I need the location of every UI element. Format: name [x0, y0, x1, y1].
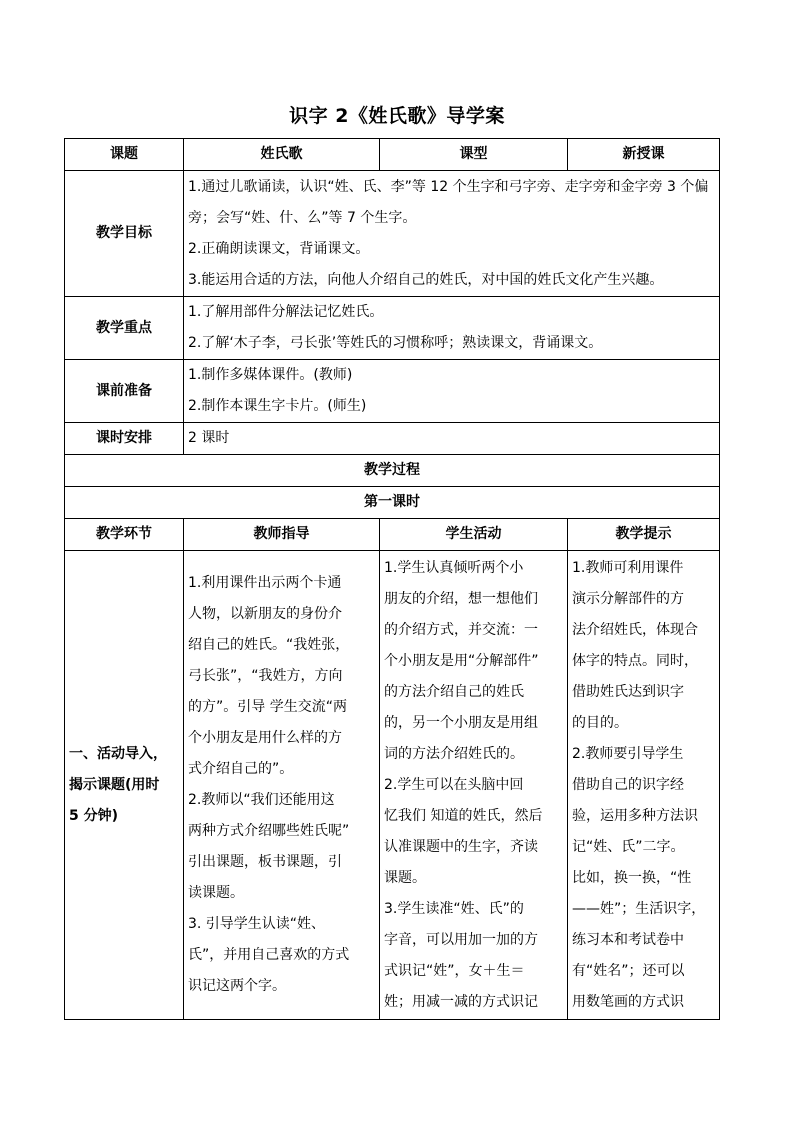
student-line: 个小朋友是用“分解部件” [384, 652, 539, 669]
student-activity [380, 551, 568, 1020]
stage-line: 5 分钟) [69, 807, 119, 824]
tips-line: 法介绍姓氏，体现合 [572, 621, 698, 638]
key-point-item: 1.了解用部件分解法记忆姓氏。 [188, 304, 384, 320]
stage-line: 一、活动导入， [69, 745, 167, 762]
student-line: 3.学生读准“姓、氏”的 [384, 900, 524, 917]
document-title: 识字 2《姓氏歌》导学案 [289, 105, 505, 127]
column-header-row [65, 519, 720, 551]
column-header-stage: 教学环节 [65, 519, 184, 551]
student-line: 词的方法介绍姓氏的。 [384, 745, 524, 762]
activity-stage [65, 551, 184, 1020]
tips-line: 记“姓、氏”二字。 [572, 838, 685, 855]
tips-line: 借助自己的识字经 [572, 776, 684, 793]
objectives-label: 教学目标 [65, 171, 184, 297]
lesson-title: 第一课时 [65, 487, 720, 519]
tips-line: ——姓”；生活识字， [572, 900, 706, 917]
type-label: 课型 [380, 139, 568, 171]
lesson-title-row [65, 487, 720, 519]
preparation-item: 2.制作本课生字卡片。(师生) [188, 398, 367, 414]
teacher-line: 3. 引导学生认读“姓、 [188, 916, 326, 932]
process-title: 教学过程 [65, 455, 720, 487]
lesson-plan-table [64, 138, 720, 1020]
tips-line: 体字的特点。同时， [572, 652, 698, 669]
student-line: 课题。 [384, 869, 426, 886]
key-points-row [65, 297, 720, 360]
teacher-line: 引出课题，板书课题，引 [188, 854, 342, 870]
key-point-item: 2.了解‘木子李，弓长张’等姓氏的习惯称呼；熟读课文，背诵课文。 [188, 335, 603, 351]
teacher-line: 人物，以新朋友的身份介 [188, 606, 342, 622]
tips-line: 的目的。 [572, 714, 628, 731]
tips-line: 2.教师要引导学生 [572, 745, 684, 762]
stage-line: 揭示课题(用时 [69, 776, 160, 793]
schedule-value: 2 课时 [184, 423, 720, 455]
objective-item: 1.通过儿歌诵读，认识“姓、氏、李”等 12 个生字和弓字旁、走字旁和金字旁 3 个偏旁；会写“姓、什、么”等 7 个生字。 [188, 178, 709, 226]
teacher-line: 2.教师以“我们还能用这 [188, 792, 335, 808]
process-title-row [65, 455, 720, 487]
student-line: 式识记“姓”，女＋生＝ [384, 962, 525, 979]
student-line: 1.学生认真倾听两个小 [384, 559, 524, 576]
schedule-label: 课时安排 [65, 423, 184, 455]
tips-line: 有“姓名”；还可以 [572, 962, 685, 979]
objective-item: 3.能运用合适的方法，向他人介绍自己的姓氏，对中国的姓氏文化产生兴趣。 [188, 271, 664, 288]
objectives-content [184, 171, 720, 297]
type-value: 新授课 [568, 139, 720, 171]
teacher-line: 绍自己的姓氏。“我姓张， [188, 637, 350, 653]
header-row [65, 139, 720, 171]
student-line: 的介绍方式，并交流：一 [384, 621, 538, 638]
tips-line: 练习本和考试卷中 [572, 931, 684, 948]
column-header-teacher: 教师指导 [184, 519, 380, 551]
teacher-line: 个小朋友是用什么样的方 [188, 730, 342, 746]
preparation-label: 课前准备 [65, 360, 184, 423]
tips-line: 用数笔画的方式识 [572, 993, 684, 1010]
activity-row [65, 551, 720, 1020]
teacher-line: 氏”，并用自己喜欢的方式 [188, 947, 350, 963]
preparation-row [65, 360, 720, 423]
student-line: 姓；用减一减的方式识记 [384, 993, 538, 1010]
student-line: 2.学生可以在头脑中回 [384, 776, 524, 793]
preparation-item: 1.制作多媒体课件。(教师) [188, 367, 353, 383]
student-line: 朋友的介绍，想一想他们 [384, 590, 538, 607]
objectives-row [65, 171, 720, 297]
tips-line: 验，运用多种方法识 [572, 807, 698, 824]
topic-value: 姓氏歌 [184, 139, 380, 171]
student-line: 的方法介绍自己的姓氏 [384, 683, 524, 700]
teacher-line: 1.利用课件出示两个卡通 [188, 575, 342, 591]
preparation-content [184, 360, 720, 423]
student-line: 的，另一个小朋友是用组 [384, 714, 538, 731]
student-line: 字音，可以用加一加的方 [384, 931, 538, 948]
tips-line: 借助姓氏达到识字 [572, 683, 684, 700]
student-line: 忆我们 知道的姓氏，然后 [384, 807, 543, 824]
teacher-line: 的方”。引导 学生交流“两 [188, 699, 347, 715]
teacher-line: 识记这两个字。 [188, 978, 286, 994]
tips-line: 1.教师可利用课件 [572, 559, 684, 576]
teacher-line: 读课题。 [188, 885, 244, 901]
tips-line: 比如，换一换，“性 [572, 869, 692, 886]
key-points-content [184, 297, 720, 360]
student-line: 认准课题中的生字，齐读 [384, 838, 538, 855]
teacher-line: 弓长张”，“我姓方，方向 [188, 668, 343, 684]
topic-label: 课题 [65, 139, 184, 171]
tips-line: 演示分解部件的方 [572, 590, 684, 607]
key-points-label: 教学重点 [65, 297, 184, 360]
objective-item: 2.正确朗读课文，背诵课文。 [188, 240, 370, 257]
column-header-tips: 教学提示 [568, 519, 720, 551]
teaching-tips [568, 551, 720, 1020]
teacher-line: 两种方式介绍哪些姓氏呢” [188, 823, 350, 839]
schedule-row [65, 423, 720, 455]
column-header-student: 学生活动 [380, 519, 568, 551]
teacher-line: 式介绍自己的”。 [188, 761, 294, 777]
teacher-guidance [184, 551, 380, 1020]
